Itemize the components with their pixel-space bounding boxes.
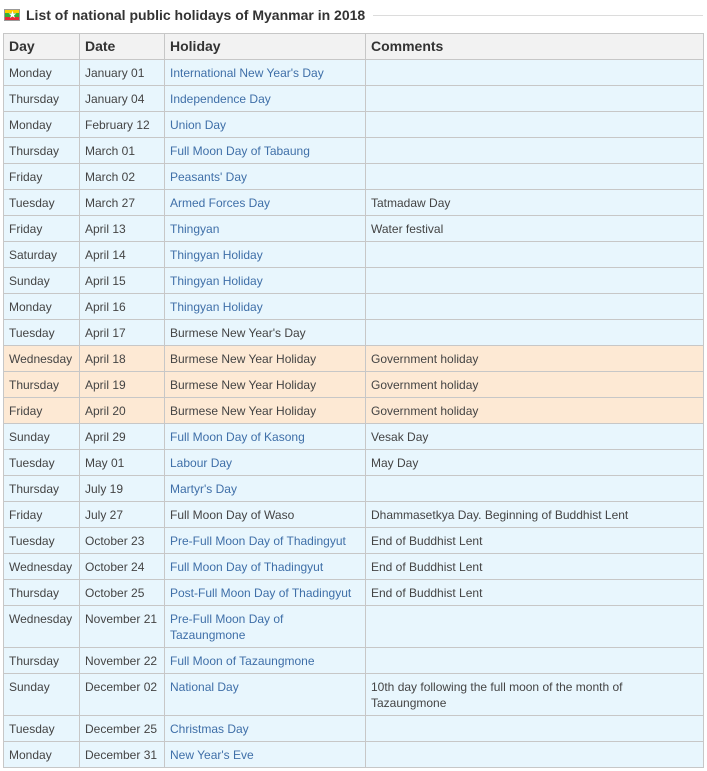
holiday-link[interactable]: Martyr's Day	[165, 476, 366, 502]
title-divider	[373, 15, 703, 16]
date-cell: December 25	[80, 716, 165, 742]
day-cell: Tuesday	[4, 450, 80, 476]
comment-cell	[366, 294, 704, 320]
comment-cell	[366, 476, 704, 502]
day-cell: Friday	[4, 398, 80, 424]
holiday-link[interactable]: Thingyan	[165, 216, 366, 242]
comment-cell	[366, 60, 704, 86]
date-cell: July 19	[80, 476, 165, 502]
comment-cell	[366, 320, 704, 346]
date-cell: February 12	[80, 112, 165, 138]
table-row	[4, 424, 704, 450]
holiday-link[interactable]: Thingyan Holiday	[165, 294, 366, 320]
table-row	[4, 112, 704, 138]
holiday-link[interactable]: Pre-Full Moon Day of Tazaungmone	[165, 606, 366, 648]
holiday-link[interactable]: Full Moon Day of Kasong	[165, 424, 366, 450]
column-header-date[interactable]: Date	[80, 34, 165, 60]
table-row	[4, 190, 704, 216]
date-cell: December 31	[80, 742, 165, 768]
date-cell: March 02	[80, 164, 165, 190]
date-cell: April 18	[80, 346, 165, 372]
day-cell: Friday	[4, 216, 80, 242]
day-cell: Saturday	[4, 242, 80, 268]
day-cell: Thursday	[4, 648, 80, 674]
table-row	[4, 320, 704, 346]
holiday-link[interactable]: Pre-Full Moon Day of Thadingyut	[165, 528, 366, 554]
holidays-table	[3, 33, 704, 768]
comment-cell: End of Buddhist Lent	[366, 528, 704, 554]
table-row	[4, 398, 704, 424]
table-row	[4, 216, 704, 242]
table-row	[4, 554, 704, 580]
holiday-link[interactable]: Post-Full Moon Day of Thadingyut	[165, 580, 366, 606]
date-cell: December 02	[80, 674, 165, 716]
holiday-cell: Full Moon Day of Waso	[165, 502, 366, 528]
comment-cell: Tatmadaw Day	[366, 190, 704, 216]
day-cell: Tuesday	[4, 528, 80, 554]
day-cell: Thursday	[4, 580, 80, 606]
table-row	[4, 476, 704, 502]
comment-cell	[366, 648, 704, 674]
holiday-link[interactable]: Union Day	[165, 112, 366, 138]
holiday-link[interactable]: Thingyan Holiday	[165, 268, 366, 294]
holiday-link[interactable]: National Day	[165, 674, 366, 716]
column-header-day[interactable]: Day	[4, 34, 80, 60]
table-row	[4, 606, 704, 648]
comment-cell: Vesak Day	[366, 424, 704, 450]
day-cell: Friday	[4, 502, 80, 528]
table-row	[4, 502, 704, 528]
date-cell: March 01	[80, 138, 165, 164]
comment-cell: Government holiday	[366, 346, 704, 372]
holiday-link[interactable]: Independence Day	[165, 86, 366, 112]
comment-cell: End of Buddhist Lent	[366, 580, 704, 606]
holiday-link[interactable]: Full Moon of Tazaungmone	[165, 648, 366, 674]
table-row	[4, 742, 704, 768]
table-row	[4, 372, 704, 398]
comment-cell	[366, 242, 704, 268]
holiday-cell: Burmese New Year Holiday	[165, 372, 366, 398]
day-cell: Thursday	[4, 86, 80, 112]
date-cell: April 15	[80, 268, 165, 294]
holiday-link[interactable]: Full Moon Day of Tabaung	[165, 138, 366, 164]
table-row	[4, 528, 704, 554]
date-cell: March 27	[80, 190, 165, 216]
date-cell: October 25	[80, 580, 165, 606]
comment-cell: 10th day following the full moon of the month of Tazaungmone	[366, 674, 704, 716]
day-cell: Wednesday	[4, 346, 80, 372]
column-header-comments[interactable]: Comments	[366, 34, 704, 60]
holiday-link[interactable]: Labour Day	[165, 450, 366, 476]
date-cell: April 16	[80, 294, 165, 320]
table-row	[4, 674, 704, 716]
comment-cell	[366, 86, 704, 112]
holiday-link[interactable]: Thingyan Holiday	[165, 242, 366, 268]
holiday-link[interactable]: Peasants' Day	[165, 164, 366, 190]
day-cell: Sunday	[4, 424, 80, 450]
table-row	[4, 346, 704, 372]
table-row	[4, 60, 704, 86]
comment-cell: Dhammasetkya Day. Beginning of Buddhist Lent	[366, 502, 704, 528]
day-cell: Wednesday	[4, 554, 80, 580]
day-cell: Tuesday	[4, 320, 80, 346]
table-row	[4, 580, 704, 606]
holiday-link[interactable]: Full Moon Day of Thadingyut	[165, 554, 366, 580]
comment-cell: May Day	[366, 450, 704, 476]
page-title: List of national public holidays of Myanmar in 2018	[26, 7, 366, 23]
comment-cell	[366, 138, 704, 164]
day-cell: Tuesday	[4, 716, 80, 742]
date-cell: April 17	[80, 320, 165, 346]
comment-cell	[366, 164, 704, 190]
day-cell: Sunday	[4, 674, 80, 716]
date-cell: January 01	[80, 60, 165, 86]
holiday-link[interactable]: New Year's Eve	[165, 742, 366, 768]
date-cell: November 22	[80, 648, 165, 674]
comment-cell: Water festival	[366, 216, 704, 242]
date-cell: July 27	[80, 502, 165, 528]
holiday-cell: Burmese New Year Holiday	[165, 398, 366, 424]
day-cell: Sunday	[4, 268, 80, 294]
date-cell: October 23	[80, 528, 165, 554]
date-cell: January 04	[80, 86, 165, 112]
holiday-link[interactable]: Christmas Day	[165, 716, 366, 742]
holiday-link[interactable]: International New Year's Day	[165, 60, 366, 86]
comment-cell	[366, 606, 704, 648]
day-cell: Wednesday	[4, 606, 80, 648]
day-cell: Monday	[4, 742, 80, 768]
table-row	[4, 716, 704, 742]
day-cell: Tuesday	[4, 190, 80, 216]
table-row	[4, 242, 704, 268]
date-cell: April 29	[80, 424, 165, 450]
holiday-cell: Burmese New Year's Day	[165, 320, 366, 346]
date-cell: April 13	[80, 216, 165, 242]
holiday-cell: Burmese New Year Holiday	[165, 346, 366, 372]
comment-cell: End of Buddhist Lent	[366, 554, 704, 580]
comment-cell	[366, 742, 704, 768]
table-row	[4, 164, 704, 190]
holiday-link[interactable]: Armed Forces Day	[165, 190, 366, 216]
myanmar-flag-icon: ★	[4, 9, 20, 21]
day-cell: Thursday	[4, 138, 80, 164]
day-cell: Monday	[4, 60, 80, 86]
date-cell: April 20	[80, 398, 165, 424]
day-cell: Thursday	[4, 372, 80, 398]
date-cell: October 24	[80, 554, 165, 580]
comment-cell	[366, 716, 704, 742]
date-cell: November 21	[80, 606, 165, 648]
date-cell: April 19	[80, 372, 165, 398]
day-cell: Monday	[4, 112, 80, 138]
date-cell: May 01	[80, 450, 165, 476]
section-header	[0, 0, 707, 30]
table-row	[4, 268, 704, 294]
day-cell: Thursday	[4, 476, 80, 502]
table-row	[4, 294, 704, 320]
table-row	[4, 86, 704, 112]
column-header-holiday[interactable]: Holiday	[165, 34, 366, 60]
comment-cell	[366, 268, 704, 294]
day-cell: Friday	[4, 164, 80, 190]
table-header-row	[4, 34, 704, 60]
comment-cell	[366, 112, 704, 138]
comment-cell: Government holiday	[366, 398, 704, 424]
table-row	[4, 138, 704, 164]
table-row	[4, 450, 704, 476]
date-cell: April 14	[80, 242, 165, 268]
table-row	[4, 648, 704, 674]
comment-cell: Government holiday	[366, 372, 704, 398]
day-cell: Monday	[4, 294, 80, 320]
